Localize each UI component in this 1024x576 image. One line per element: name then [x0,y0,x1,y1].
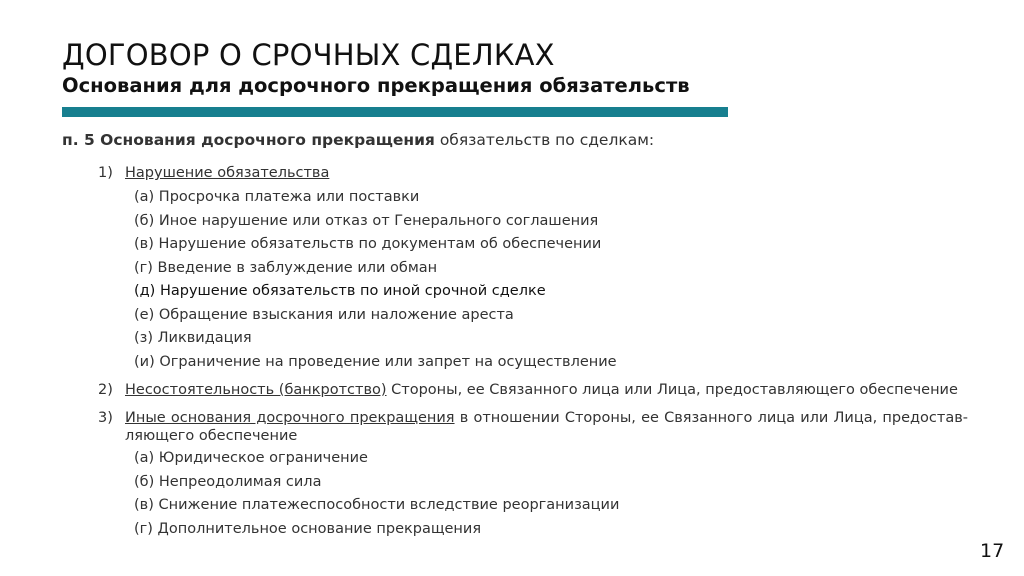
item-number: 3) [98,410,113,426]
page-number: 17 [980,540,1005,562]
item-heading: Иные основания досрочного прекращения [125,410,455,426]
sub-item: (е) Обращение взыскания или наложение ареста [134,306,514,323]
item-heading: Нарушение обязательства [125,165,330,181]
list-item [98,164,968,182]
sub-item: (б) Иное нарушение или отказ от Генерального соглашения [134,212,599,229]
sub-item: (в) Нарушение обязательств по документам об обеспечении [134,236,602,252]
intro-rest: обязательств по сделкам: [434,131,655,149]
slide-subtitle: Основания для досрочного прекращения обязательств [62,74,690,97]
item-text: Стороны, ее Связанного лица или Лица, предоставляющего обеспечение [386,382,958,398]
sub-list [134,447,968,541]
sub-item: (а) Юридическое ограничение [134,450,368,466]
intro-bold: п. 5 Основания досрочного прекращения [62,131,435,149]
sub-item: (г) Введение в заблуждение или обман [134,259,438,276]
intro-line [62,131,982,149]
sub-item: (б) Непреодолимая сила [134,473,322,490]
sub-item: (и) Ограничение на проведение или запрет на осуществление [134,353,617,370]
list-item [98,409,968,445]
slide-title: ДОГОВОР О СРОЧНЫХ СДЕЛКАХ [62,38,555,72]
accent-bar [62,107,728,117]
sub-item: (д) Нарушение обязательств по иной срочной сделке [134,283,546,299]
item-text: в отношении Стороны, ее Связанного лица или Лица, предостав-ляющего обеспечение [125,410,968,444]
item-heading: Несостоятельность (банкротство) [125,382,387,398]
sub-list [134,186,968,374]
sub-item: (г) Дополнительное основание прекращения [134,520,482,537]
item-number: 2) [98,382,113,398]
sub-item: (в) Снижение платежеспособности вследствие реорганизации [134,497,620,513]
list-item [98,381,968,399]
item-number: 1) [98,165,113,181]
grounds-list [98,164,968,541]
sub-item: (а) Просрочка платежа или поставки [134,189,420,205]
sub-item: (з) Ликвидация [134,330,252,346]
